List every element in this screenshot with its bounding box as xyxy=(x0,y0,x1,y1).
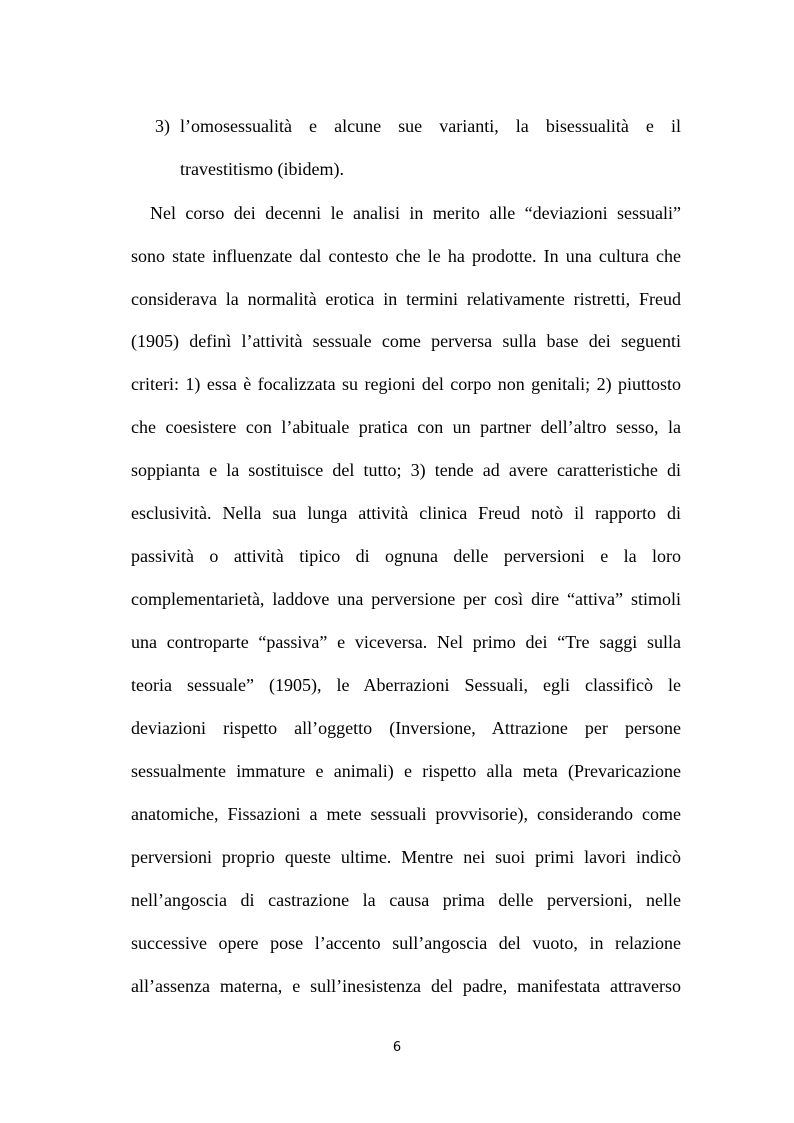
paragraph-line: soppianta e la sostituisce del tutto; 3) tende ad avere caratteristiche di xyxy=(131,460,681,480)
paragraph-line: che coesistere con l’abituale pratica con un partner dell’altro sesso, la xyxy=(131,417,681,437)
paragraph-line: complementarietà, laddove una perversione per così dire “attiva” stimoli xyxy=(131,589,681,609)
paragraph-line: una controparte “passiva” e viceversa. Nel primo dei “Tre saggi sulla xyxy=(131,632,681,652)
list-item-text-line: l’omosessualità e alcune sue varianti, la bisessualità e il xyxy=(180,116,681,136)
paragraph-line: (1905) definì l’attività sessuale come perversa sulla base dei seguenti xyxy=(131,331,681,351)
paragraph-line: teoria sessuale” (1905), le Aberrazioni Sessuali, egli classificò le xyxy=(131,675,681,695)
paragraph-line: criteri: 1) essa è focalizzata su regioni del corpo non genitali; 2) piuttosto xyxy=(131,374,681,394)
paragraph-line: anatomiche, Fissazioni a mete sessuali provvisorie), considerando come xyxy=(131,804,681,824)
paragraph-line: sessualmente immature e animali) e rispetto alla meta (Prevaricazione xyxy=(131,761,681,781)
paragraph-line: all’assenza materna, e sull’inesistenza del padre, manifestata attraverso xyxy=(131,976,681,996)
paragraph-line: passività o attività tipico di ognuna delle perversioni e la loro xyxy=(131,546,681,566)
paragraph-line: esclusività. Nella sua lunga attività clinica Freud notò il rapporto di xyxy=(131,503,681,523)
paragraph-line: nell’angoscia di castrazione la causa prima delle perversioni, nelle xyxy=(131,890,681,910)
list-marker: 3) xyxy=(155,116,170,136)
paragraph-line: sono state influenzate dal contesto che le ha prodotte. In una cultura che xyxy=(131,246,681,266)
paragraph-line: successive opere pose l’accento sull’angoscia del vuoto, in relazione xyxy=(131,933,681,953)
paragraph-line: considerava la normalità erotica in termini relativamente ristretti, Freud xyxy=(131,289,681,309)
paragraph-line: deviazioni rispetto all’oggetto (Inversione, Attrazione per persone xyxy=(131,718,681,738)
paragraph-line: perversioni proprio queste ultime. Mentre nei suoi primi lavori indicò xyxy=(131,847,681,867)
list-item-text-line: travestitismo (ibidem). xyxy=(180,159,344,179)
page-number: 6 xyxy=(392,1040,402,1055)
paragraph-line: Nel corso dei decenni le analisi in merito alle “deviazioni sessuali” xyxy=(150,203,681,223)
